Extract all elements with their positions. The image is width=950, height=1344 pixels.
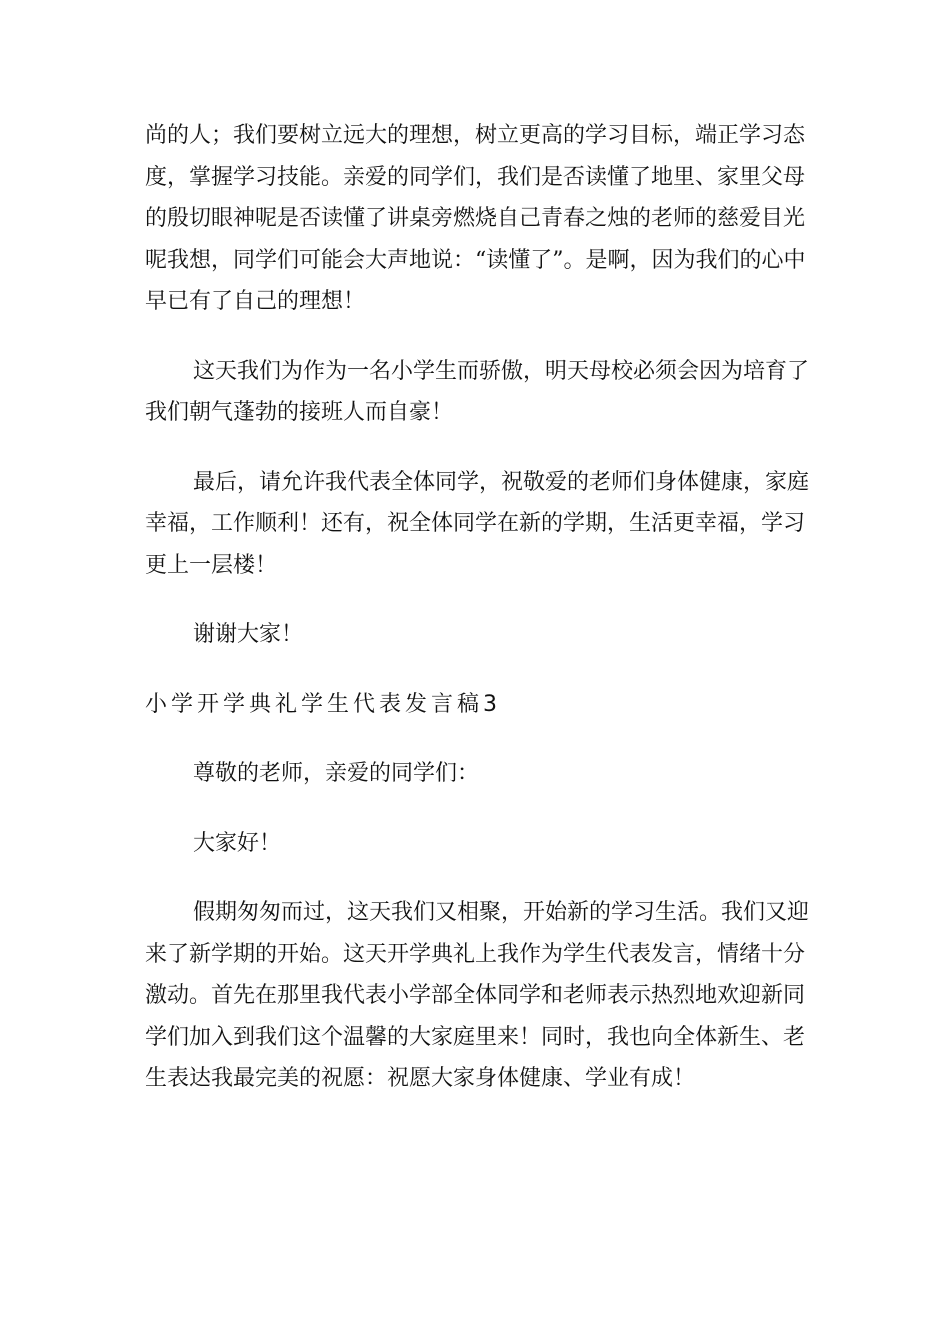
paragraph-salutation: 尊敬的老师，亲爱的同学们： (193, 761, 480, 786)
paragraph-continued: 尚的人；我们要树立远大的理想，树立更高的学习目标，端正学习态度，掌握学习技能。亲爱的同学们，我们是否读懂了地里、家里父母的殷切眼神呢是否读懂了讲桌旁燃烧自己青春之烛的老师的慈爱目光呢我想，同学们可能会大声地说：“读懂了”。是啊，因为我们的心中早已有了自己的理想！ (145, 123, 806, 314)
paragraph-wishes: 最后，请允许我代表全体同学，祝敬爱的老师们身体健康，家庭幸福，工作顺利！还有，祝全体同学在新的学期，生活更幸福，学习更上一层楼！ (145, 469, 810, 578)
document-body (145, 115, 810, 1128)
section-heading: 小学开学典礼学生代表发言稿3 (145, 691, 501, 717)
paragraph-pride: 这天我们为作为一名小学生而骄傲，明天母校必须会因为培育了我们朝气蓬勃的接班人而自豪！ (145, 358, 810, 425)
paragraph-thanks: 谢谢大家！ (193, 622, 304, 647)
paragraph-greeting: 大家好！ (193, 830, 282, 856)
paragraph-opening: 假期匆匆而过，这天我们又相聚，开始新的学习生活。我们又迎来了新学期的开始。这天开学典礼上我作为学生代表发言，情绪十分激动。首先在那里我代表小学部全体同学和老师表示热烈地欢迎新同学们加入到我们这个温馨的大家庭里来！同时，我也向全体新生、老生表达我最完美的祝愿：祝愿大家身体健康、学业有成！ (145, 900, 810, 1091)
